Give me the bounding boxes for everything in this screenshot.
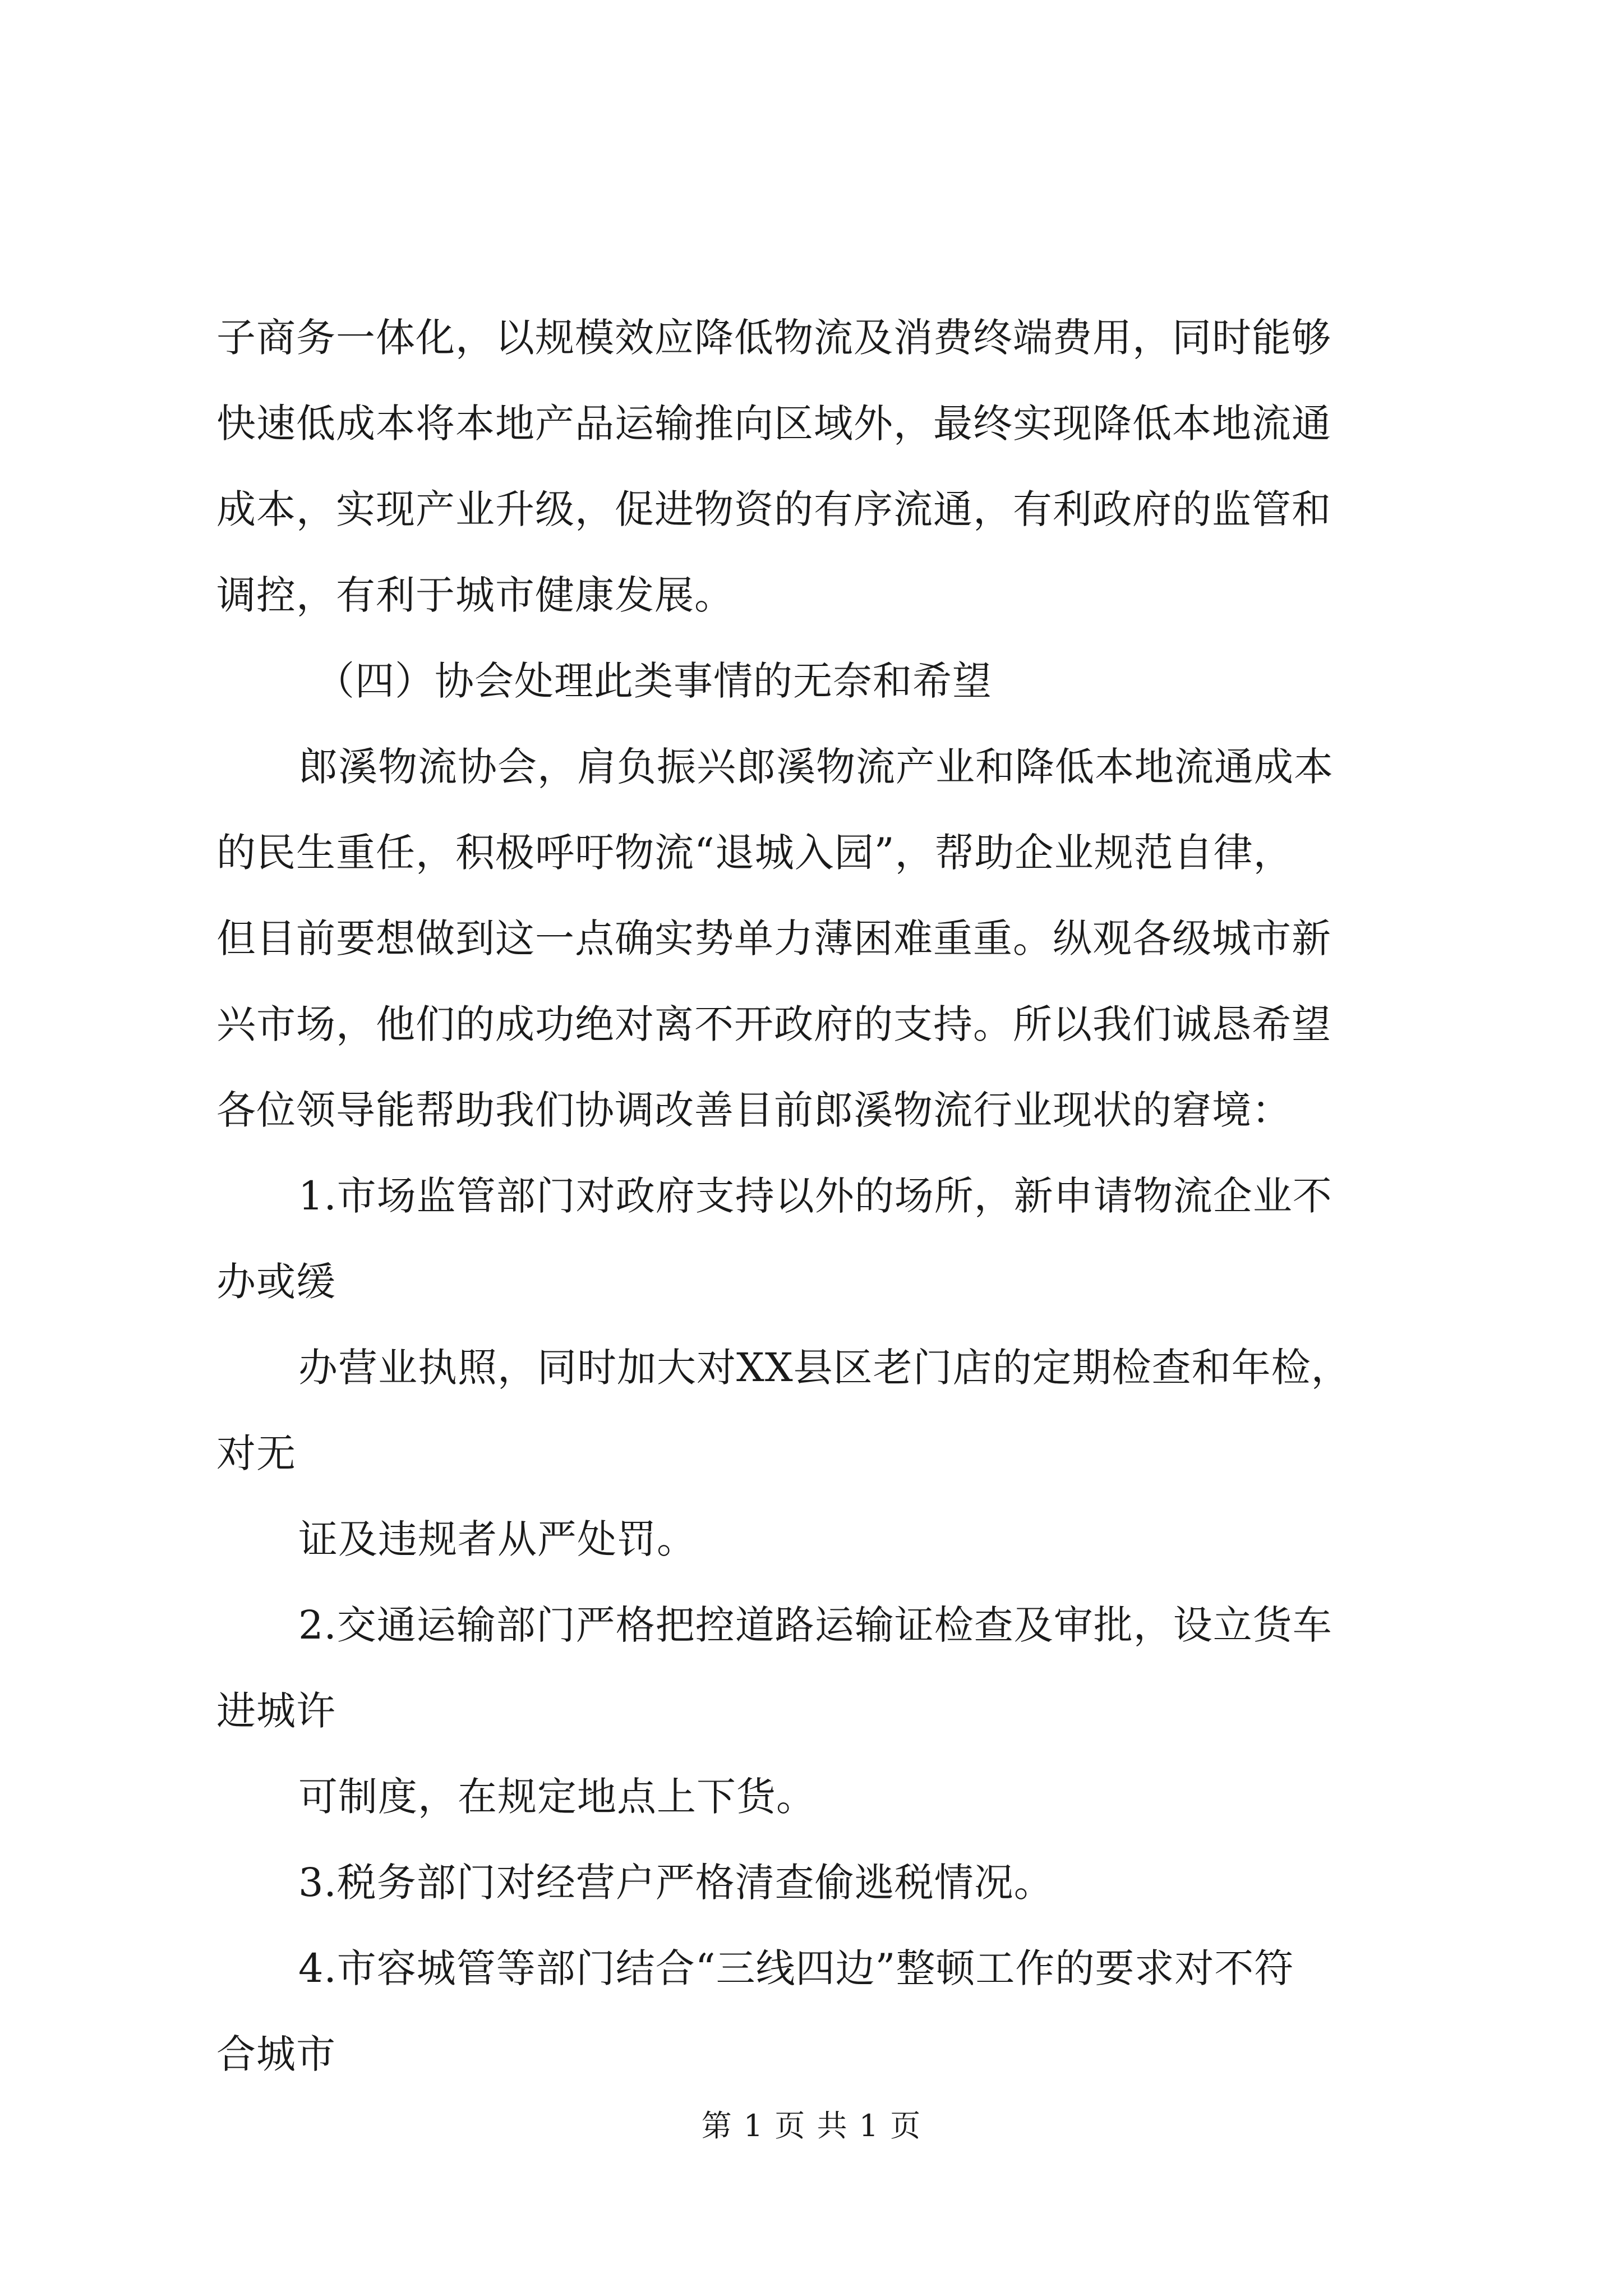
page-footer: 第 1 页 共 1 页 xyxy=(701,2108,922,2143)
section-heading: （四）协会处理此类事情的无奈和希望 xyxy=(315,658,992,704)
list-item-line: 证及违规者从严处罚。 xyxy=(298,1516,697,1562)
body-text-line: 调控，有利于城市健康发展。 xyxy=(216,572,734,618)
body-text-line: 成本，实现产业升级，促进物资的有序流通，有利政府的监管和 xyxy=(216,486,1331,532)
list-item-line: 对无 xyxy=(216,1430,296,1476)
list-item-line: 4.市容城管等部门结合“三线四边”整顿工作的要求对不符 xyxy=(298,1945,1294,1991)
list-item-line: 2.交通运输部门严格把控道路运输证检查及审批，设立货车 xyxy=(298,1602,1332,1648)
body-text-line: 的民生重任，积极呼吁物流“退城入园”，帮助企业规范自律， xyxy=(216,830,1293,876)
body-text-line: 但目前要想做到这一点确实势单力薄困难重重。纵观各级城市新 xyxy=(216,915,1331,961)
list-item-line: 办或缓 xyxy=(216,1259,336,1305)
body-text-line: 郎溪物流协会，肩负振兴郎溪物流产业和降低本地流通成本 xyxy=(298,744,1334,790)
list-item-line: 可制度，在规定地点上下货。 xyxy=(298,1774,816,1820)
body-text-line: 快速低成本将本地产品运输推向区域外，最终实现降低本地流通 xyxy=(216,401,1331,447)
body-text-line: 兴市场，他们的成功绝对离不开政府的支持。所以我们诚恳希望 xyxy=(216,1001,1331,1047)
list-item-line: 3.税务部门对经营户严格清查偷逃税情况。 xyxy=(298,1860,1054,1906)
list-item-line: 1.市场监管部门对政府支持以外的场所，新申请物流企业不 xyxy=(298,1173,1332,1219)
body-text-line: 各位领导能帮助我们协调改善目前郎溪物流行业现状的窘境： xyxy=(216,1087,1292,1133)
body-text-line: 子商务一体化，以规模效应降低物流及消费终端费用，同时能够 xyxy=(216,315,1331,361)
list-item-line: 合城市 xyxy=(216,2031,336,2077)
list-item-line: 进城许 xyxy=(216,1688,336,1734)
list-item-line: 办营业执照，同时加大对XX县区老门店的定期检查和年检， xyxy=(298,1345,1351,1391)
